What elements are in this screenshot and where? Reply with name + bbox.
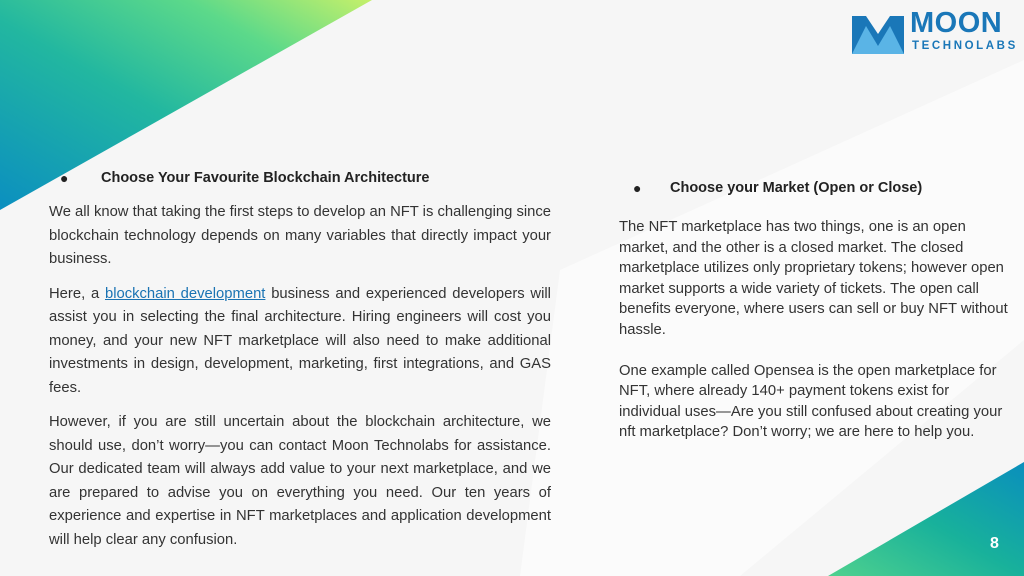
left-paragraph-3: However, if you are still uncertain about the blockchain architecture, we should use, don’t worry—you can contact Moon Technolabs for assistance. Our dedicated team will always add value to your next marketplace, and we are prepared to advise you on everything you need. Our ten years of experience and expertise in NFT marketplaces and application development will help clear any confusion. — [49, 414, 551, 548]
left-paragraph-2-end: business and experienced developers will assist you in selecting the final architecture. Hiring engineers will cost you money, and your new NFT marketplace will also need to make additional investments in design, development, marketing, first integrations, and GAS fees. — [49, 285, 551, 396]
right-heading-text: Choose your Market (Open or Close) — [670, 180, 923, 196]
left-heading-text: Choose Your Favourite Blockchain Architecture — [101, 170, 430, 186]
logo-subtitle: TECHNOLABS — [912, 40, 1018, 52]
right-paragraph-1: The NFT marketplace has two things, one is an open market, and the other is a closed market. The closed marketplace utilizes only proprietary tokens; however open market supports a wide variety of tickets. The open call benefits everyone, where users can sell or buy NFT without hassle. — [619, 219, 1008, 338]
left-paragraph-1: We all know that taking the first steps to develop an NFT is challenging since blockchain technology depends on many variables that directly impact your business. — [49, 204, 551, 267]
paragraph-spacer — [619, 340, 1014, 361]
bottom-right-gradient-shape — [828, 462, 1024, 576]
left-paragraph-2-start: Here, a — [49, 285, 100, 302]
mountain-logo-icon — [852, 12, 904, 54]
bullet-icon: ● — [60, 170, 69, 186]
left-heading — [49, 166, 551, 190]
right-paragraph-2: One example called Opensea is the open marketplace for NFT, where already 140+ payment tokens exist for individual uses—Are you still confused about creating your nft marketplace? Don’t worry; we are here to help you. — [619, 362, 1003, 440]
left-column — [49, 166, 551, 563]
left-paragraph-2 — [49, 283, 551, 401]
page-number: 8 — [990, 535, 999, 552]
right-heading — [619, 176, 1014, 200]
right-column — [619, 176, 1014, 443]
bullet-icon: ● — [633, 180, 642, 196]
blockchain-development-link[interactable]: blockchain development — [104, 285, 266, 302]
logo-title: MOON — [910, 7, 1003, 39]
company-logo[interactable] — [852, 7, 1018, 56]
